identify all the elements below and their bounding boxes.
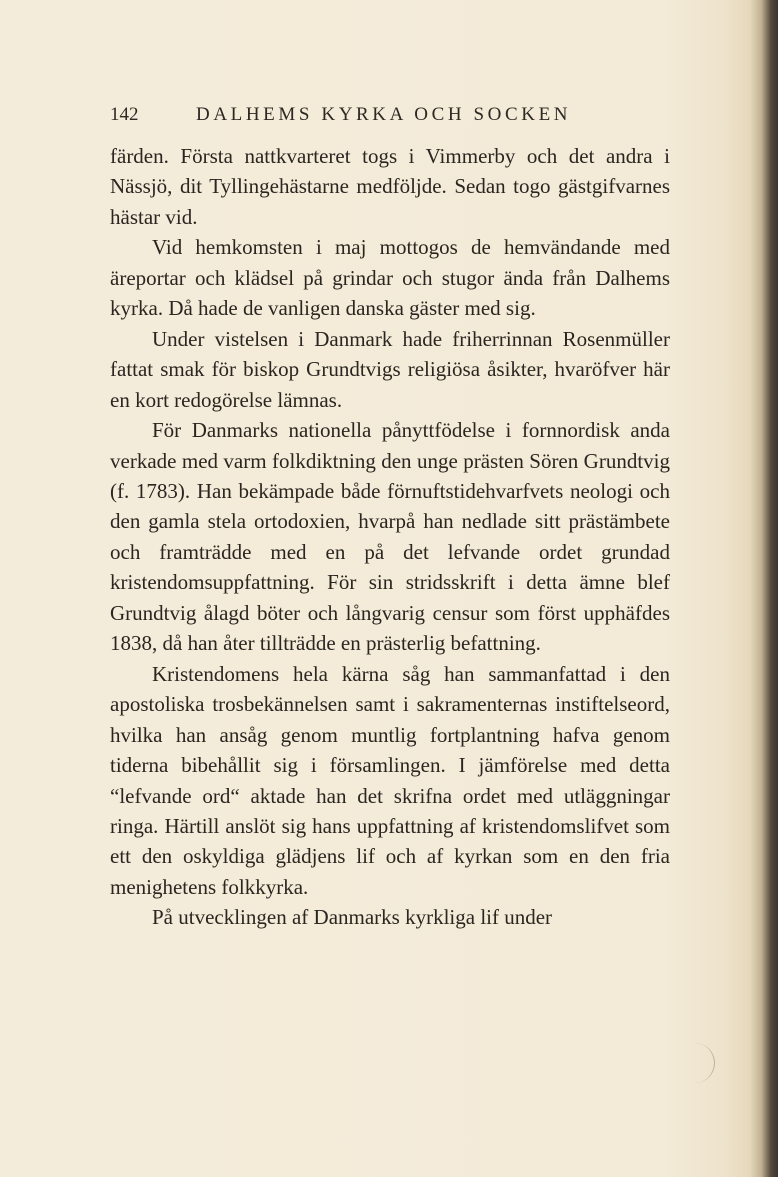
paragraph: Kristendomens hela kärna såg han sammanfattad i den apostoliska trosbekännelsen samt i sakramenternas instiftelseord, hvilka han ansåg genom muntlig fortplantning hafva genom tiderna bibehållit sig i församlingen. I jämförelse med detta “lefvande ord“ aktade han det skrifna ordet med utläggningar ringa. Härtill anslöt sig hans uppfattning af kristendomslifvet som ett den oskyldiga glädjens lif och af kyrkan som en den fria menighetens folkkyrka. — [110, 661, 670, 899]
paragraph: För Danmarks nationella pånyttfödelse i fornnordisk anda verkade med varm folkdiktning den unge prästen Sören Grundtvig (f. 1783). Han bekämpade både förnuftstidehvarfvets neologi och den gamla stela ortodoxien, hvarpå han nedlade sitt prästämbete och framträdde med en på det lefvande ordet grundad kristendomsuppfattning. För sin stridsskrift i detta ämne blef Grundtvig ålagd böter och långvarig censur som först upphäfdes 1838, då han åter tillträdde en prästerlig befattning. — [110, 418, 670, 656]
paragraph: Under vistelsen i Danmark hade friherrinnan Rosenmüller fattat smak för biskop Grundtvigs religiösa åsikter, hvaröfver här en kort redogörelse lämnas. — [110, 326, 670, 412]
running-title: DALHEMS KYRKA OCH SOCKEN — [196, 104, 572, 125]
page-number: 142 — [110, 104, 139, 125]
paragraph: färden. Första nattkvarteret togs i Vimmerby och det andra i Nässjö, dit Tyllingehästarne medföljde. Sedan togo gästgifvarnes hästar vid. — [110, 144, 670, 229]
book-spine-edge — [750, 0, 778, 1177]
paragraph-last-line: På utvecklingen af Danmarks kyrkliga lif under — [152, 905, 553, 930]
body-text — [110, 141, 670, 933]
paragraph: Vid hemkomsten i maj mottogos de hemvändande med äreportar och klädsel på grindar och stugor ända från Dalhems kyrka. Då hade de vanligen danska gäster med sig. — [110, 235, 670, 321]
running-header — [110, 104, 670, 134]
